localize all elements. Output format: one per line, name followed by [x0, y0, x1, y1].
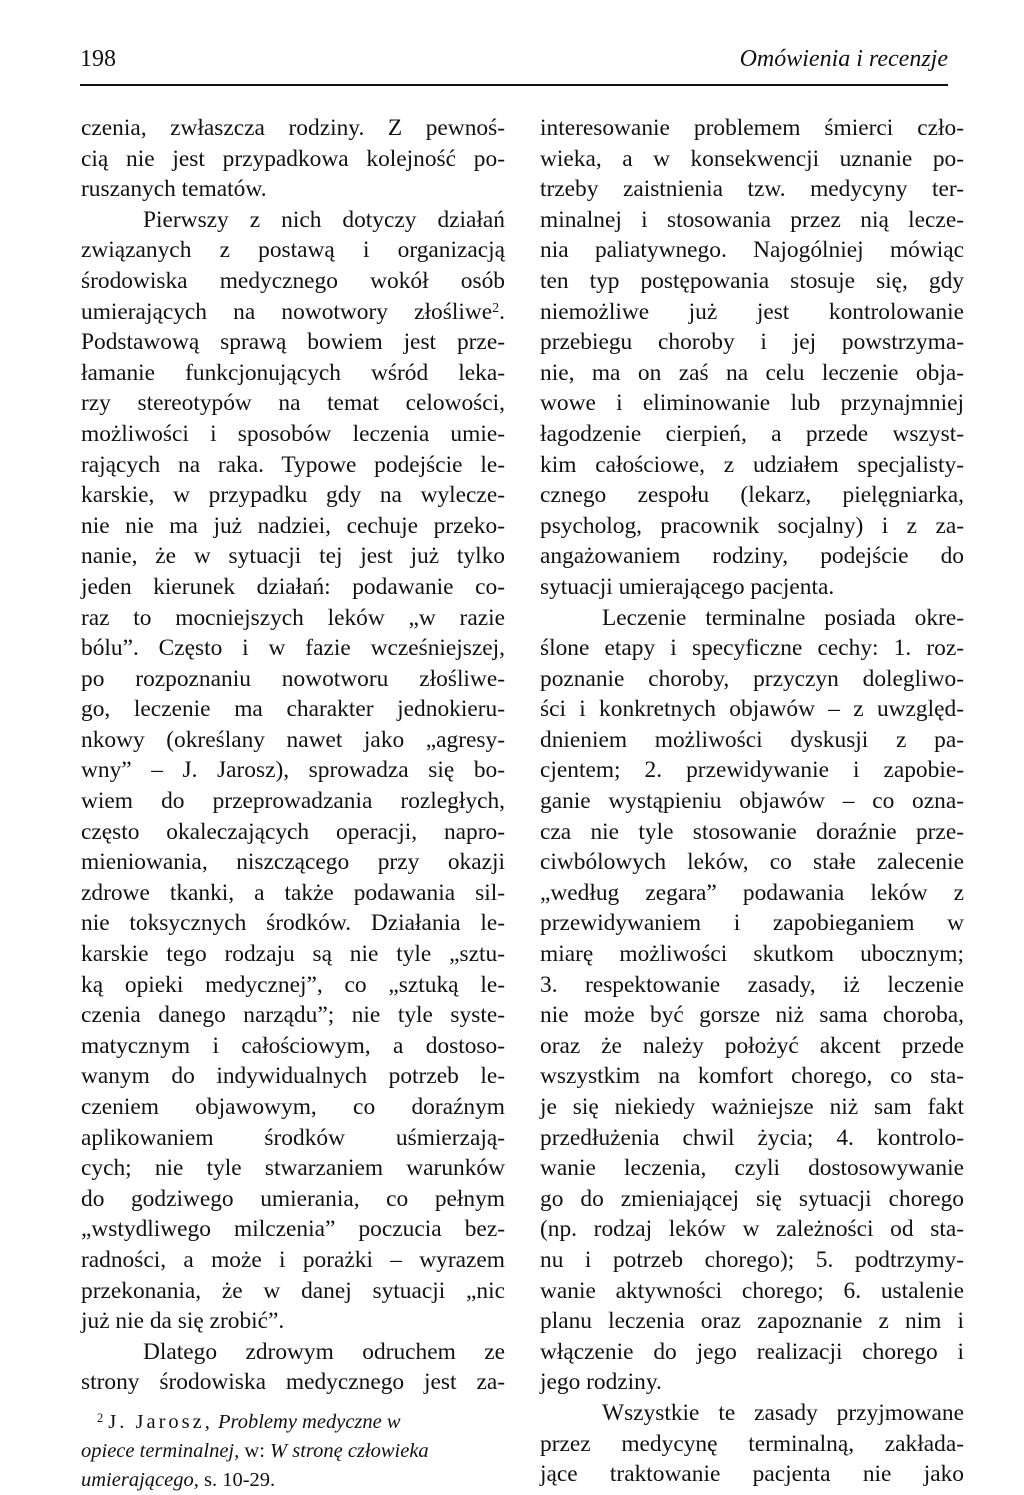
- footnote-line-1: [81, 1408, 505, 1437]
- page-number: 198: [80, 46, 116, 72]
- text-line: aplikowaniem środków uśmierzają-: [81, 1124, 505, 1151]
- text-line: (np. rodzaj leków w zależności od sta-: [540, 1216, 964, 1243]
- page-header: [80, 46, 948, 86]
- text-line: raz to mocniejszych leków „w razie: [81, 604, 505, 631]
- text-line: środowiska medycznego wokół osób: [81, 267, 505, 294]
- text-line: przebiegu choroby i jej powstrzyma-: [540, 329, 964, 356]
- text-line: nkowy (określany nawet jako „agresy-: [81, 726, 505, 753]
- text-line: psycholog, pracownik socjalny) i z za-: [540, 512, 964, 539]
- text-line: Wszystkie te zasady przyjmowane: [602, 1399, 964, 1426]
- text-line: wanym do indywidualnych potrzeb le-: [81, 1063, 505, 1090]
- text-line: często okaleczających operacji, napro-: [81, 818, 505, 845]
- text-line: niemożliwe już jest kontrolowanie: [540, 298, 964, 325]
- text-line: Leczenie terminalne posiada okre-: [602, 604, 964, 631]
- text-line: bólu”. Często i w fazie wcześniejszej,: [81, 635, 505, 662]
- text-line: nanie, że w sytuacji tej jest już tylko: [81, 543, 505, 570]
- text-line: je się niekiedy ważniejsze niż sam fakt: [540, 1094, 964, 1120]
- text-line: angażowaniem rodziny, podejście do: [540, 543, 964, 570]
- text-line: zdrowe tkanki, a także podawania sil-: [81, 879, 505, 906]
- text-line: po rozpoznaniu nowotworu złośliwe-: [81, 665, 505, 692]
- text-line: czenia danego narządu”; nie tyle syste-: [81, 1002, 505, 1029]
- footnote-mark: 2: [97, 1410, 104, 1425]
- text-line: sytuacji umierającego pacjenta.: [540, 573, 835, 600]
- text-line: wszystkim na komfort chorego, co sta-: [540, 1063, 964, 1090]
- left-column: [81, 113, 505, 1495]
- text-line: minalnej i stosowania przez nią lecze-: [540, 206, 964, 233]
- footnote: [81, 1408, 505, 1495]
- text-line: cznego zespołu (lekarz, pielęgniarka,: [540, 482, 964, 509]
- text-line: go, leczenie ma charakter jednokieru-: [81, 696, 505, 723]
- header-rule: [80, 84, 948, 86]
- text-line: związanych z postawą i organizacją: [81, 237, 505, 264]
- text-line: 3. respektowanie zasady, iż leczenie: [540, 971, 964, 998]
- text-line: do godziwego umierania, co pełnym: [81, 1185, 505, 1212]
- text-line: miarę możliwości skutkom ubocznym;: [540, 941, 964, 968]
- text-line: ten typ postępowania stosuje się, gdy: [540, 267, 964, 294]
- text-line: cjentem; 2. przewidywanie i zapobie-: [540, 757, 964, 784]
- text-line: już nie da się zrobić”.: [81, 1308, 285, 1335]
- text-line: wny” – J. Jarosz), sprowadza się bo-: [81, 757, 505, 784]
- right-column-text: [540, 113, 964, 1490]
- text-line: nu i potrzeb chorego); 5. podtrzymy-: [540, 1246, 964, 1273]
- text-line: jące traktowanie pacjenta nie jako: [540, 1461, 964, 1488]
- text-line: nie, ma on zaś na celu leczenie obja-: [540, 359, 964, 386]
- text-line: Dlatego zdrowym odruchem ze: [143, 1338, 505, 1365]
- text-line: przez medycynę terminalną, zakłada-: [540, 1430, 964, 1457]
- text-line: ką opieki medycznej”, co „sztuką le-: [81, 971, 505, 998]
- footnote-line-2: opiece terminalnej, w: W stronę człowieka: [81, 1439, 429, 1462]
- text-line: kim całościowe, z udziałem specjalisty-: [540, 451, 964, 478]
- text-line: wowe i eliminowanie lub przynajmniej: [540, 390, 964, 417]
- text-line: ślone etapy i specyficzne cechy: 1. roz-: [540, 635, 964, 662]
- left-column-text: [81, 113, 505, 1398]
- text-line: „wstydliwego milczenia” poczucia bez-: [81, 1216, 505, 1243]
- text-line: „według zegara” podawania leków z: [540, 879, 964, 906]
- text-line: przewidywaniem i zapobieganiem w: [540, 910, 964, 937]
- text-line: Podstawową sprawą bowiem jest prze-: [81, 329, 505, 356]
- text-line: łamanie funkcjonujących wśród leka-: [81, 359, 505, 386]
- text-line: ruszanych tematów.: [81, 176, 267, 203]
- text-line: cią nie jest przypadkowa kolejność po-: [81, 145, 505, 172]
- text-line: wanie leczenia, czyli dostosowywanie: [540, 1155, 964, 1182]
- text-line: ści i konkretnych objawów – z uwzględ-: [540, 696, 964, 723]
- text-line: możliwości i sposobów leczenia umie-: [81, 420, 505, 447]
- footnote-reference: 2: [492, 299, 500, 316]
- text-line: włączenie do jego realizacji chorego i: [540, 1338, 964, 1365]
- text-line: wieka, a w konsekwencji uznanie po-: [540, 145, 964, 172]
- text-line: karskie, w przypadku gdy na wylecze-: [81, 482, 505, 509]
- text-line: interesowanie problemem śmierci czło-: [540, 115, 964, 141]
- text-line: cych; nie tyle stwarzaniem warunków: [81, 1155, 505, 1182]
- text-line: rzy stereotypów na temat celowości,: [81, 390, 505, 417]
- footnote-title: Problemy medyczne w: [218, 1410, 401, 1433]
- footnote-author: J. Jarosz,: [108, 1410, 213, 1433]
- text-line: ciwbólowych leków, co stałe zalecenie: [540, 849, 964, 876]
- text-line: cza nie tyle stosowanie doraźnie prze-: [540, 818, 964, 845]
- text-line: matycznym i całościowym, a dostoso-: [81, 1032, 505, 1059]
- text-line: mieniowania, niszczącego przy okazji: [81, 849, 505, 876]
- text-line: oraz że należy położyć akcent przede: [540, 1032, 964, 1059]
- text-line: nie nie ma już nadziei, cechuje przeko-: [81, 512, 505, 539]
- text-line: nia paliatywnego. Najogólniej mówiąc: [540, 237, 964, 264]
- text-line: przedłużenia chwil życia; 4. kontrolo-: [540, 1124, 964, 1151]
- text-line: przekonania, że w danej sytuacji „nic: [81, 1277, 505, 1304]
- text-line: rających na raka. Typowe podejście le-: [81, 451, 505, 478]
- text-line: ganie wystąpieniu objawów – co ozna-: [540, 788, 964, 815]
- text-line: jeden kierunek działań: podawanie co-: [81, 573, 505, 600]
- text-line: Pierwszy z nich dotyczy działań: [143, 206, 505, 233]
- text-line: umierających na nowotwory złośliwe$^2$.: [81, 298, 505, 325]
- running-title: Omówienia i recenzje: [739, 46, 948, 72]
- text-line: poznanie choroby, przyczyn dolegliwo-: [540, 665, 964, 692]
- text-line: czenia, zwłaszcza rodziny. Z pewnoś-: [81, 115, 505, 141]
- text-line: jego rodziny.: [540, 1369, 662, 1396]
- text-line: radności, a może i porażki – wyrazem: [81, 1246, 505, 1273]
- text-line: go do zmieniającej się sytuacji chorego: [540, 1185, 964, 1212]
- text-line: karskie tego rodzaju są nie tyle „sztu-: [81, 941, 505, 968]
- right-column: [540, 113, 964, 1490]
- text-line: trzeby zaistnienia tzw. medycyny ter-: [540, 176, 964, 203]
- text-line: nie może być gorsze niż sama choroba,: [540, 1002, 964, 1029]
- text-line: łagodzenie cierpień, a przede wszyst-: [540, 420, 964, 447]
- text-line: wanie aktywności chorego; 6. ustalenie: [540, 1277, 964, 1304]
- text-line: planu leczenia oraz zapoznanie z nim i: [540, 1308, 964, 1335]
- text-line: wiem do przeprowadzania rozległych,: [81, 788, 505, 815]
- text-line: nie toksycznych środków. Działania le-: [81, 910, 505, 937]
- text-line: czeniem objawowym, co doraźnym: [81, 1094, 505, 1120]
- text-line: strony środowiska medycznego jest za-: [81, 1369, 505, 1396]
- footnote-line-3: umierającego, s. 10-29.: [81, 1468, 276, 1491]
- text-line: dnieniem możliwości dyskusji z pa-: [540, 726, 964, 753]
